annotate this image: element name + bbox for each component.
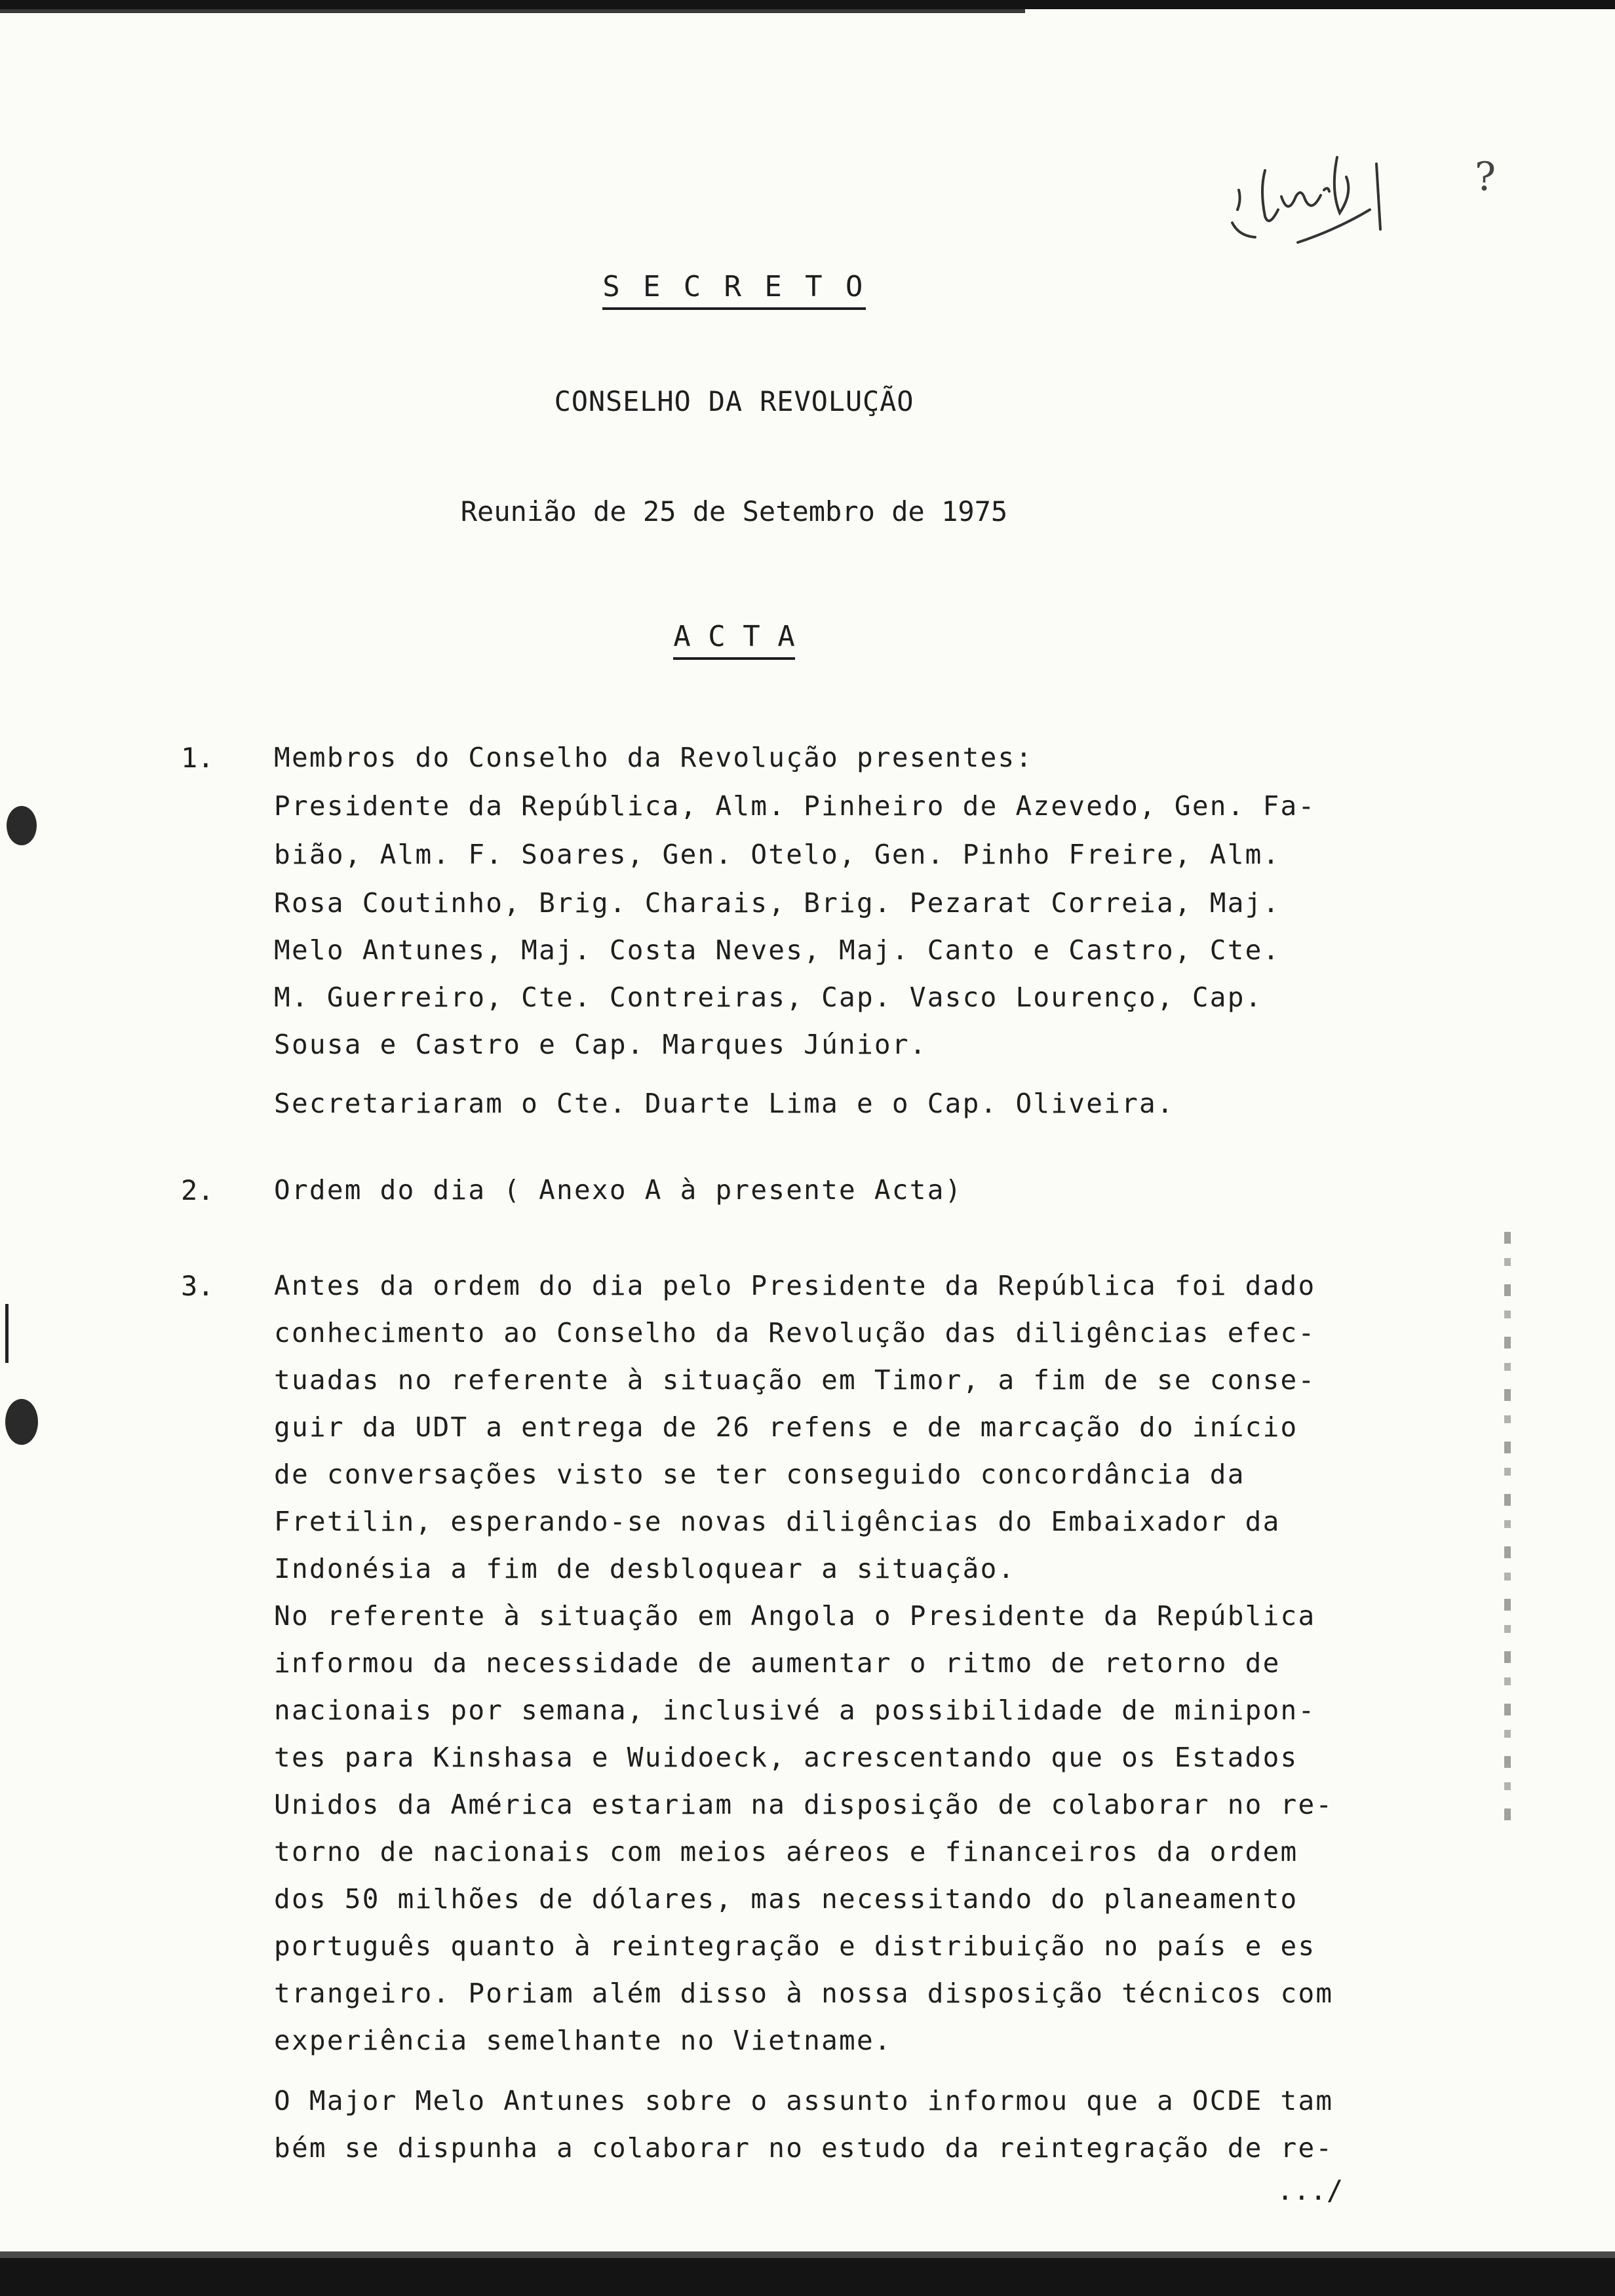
section-1-line: Rosa Coutinho, Brig. Charais, Brig. Pezarat Correia, Maj.	[274, 887, 1281, 919]
page-continuation-mark: .../	[1277, 2174, 1344, 2206]
section-3-line: Antes da ordem do dia pelo Presidente da República foi dado	[274, 1270, 1316, 1301]
meeting-date: Reunião de 25 de Setembro de 1975	[460, 495, 1008, 527]
section-3-line: conhecimento ao Conselho da Revolução das diligências efec-	[274, 1317, 1316, 1349]
section-3-line: nacionais por semana, inclusivé a possibilidade de minipon-	[274, 1694, 1316, 1726]
scan-border-bottom	[0, 2258, 1615, 2296]
scan-border-bottom-inner	[0, 2251, 1615, 2258]
margin-question-mark: ?	[1475, 154, 1496, 200]
section-3-line: dos 50 milhões de dólares, mas necessitando do planeamento	[274, 1883, 1298, 1915]
section-3-line: No referente à situação em Angola o Presidente da República	[274, 1600, 1316, 1632]
section-3-line: torno de nacionais com meios aéreos e financeiros da ordem	[274, 1836, 1298, 1867]
section-3-line: experiência semelhante no Vietname.	[274, 2025, 892, 2056]
punch-hole-mark	[5, 1399, 38, 1445]
section-3-line: tes para Kinshasa e Wuidoeck, acrescentando que os Estados	[274, 1742, 1298, 1773]
section-1-line: bião, Alm. F. Soares, Gen. Otelo, Gen. Pinho Freire, Alm.	[274, 839, 1281, 870]
document-type-heading: A C T A	[0, 620, 1468, 653]
handwritten-initials	[1219, 144, 1429, 262]
section-3-line: Unidos da América estariam na disposição de colaborar no re-	[274, 1789, 1334, 1820]
section-1-line: Membros do Conselho da Revolução presentes:	[274, 742, 1034, 773]
classification-heading: S E C R E T O	[0, 270, 1468, 303]
section-3-line: trangeiro. Poriam além disso à nossa disposição técnicos com	[274, 1978, 1334, 2009]
scan-border-top	[0, 0, 1615, 9]
section-3-line: de conversações visto se ter conseguido concordância da	[274, 1459, 1245, 1490]
section-1-line: Presidente da República, Alm. Pinheiro de Azevedo, Gen. Fa-	[274, 790, 1316, 822]
section-3-line: Fretilin, esperando-se novas diligências do Embaixador da	[274, 1506, 1281, 1537]
scan-edge-noise	[1504, 1232, 1511, 1822]
section-3-line: português quanto à reintegração e distribuição no país e es	[274, 1930, 1316, 1962]
section-number: 1.	[181, 742, 214, 774]
section-3-line: tuadas no referente à situação em Timor, a fim de se conse-	[274, 1364, 1316, 1396]
section-1-line: Sousa e Castro e Cap. Marques Júnior.	[274, 1029, 927, 1060]
section-3-line: Indonésia a fim de desbloquear a situação.	[274, 1553, 1016, 1584]
section-number: 2.	[181, 1174, 214, 1206]
margin-mark	[5, 1304, 9, 1363]
section-3-line: informou da necessidade de aumentar o ritmo de retorno de	[274, 1647, 1281, 1679]
punch-hole-mark	[7, 806, 37, 845]
section-1-line: Melo Antunes, Maj. Costa Neves, Maj. Canto e Castro, Cte.	[274, 934, 1281, 966]
organization-heading: CONSELHO DA REVOLUÇÃO	[554, 385, 914, 417]
section-3-paragraph-line: bém se dispunha a colaborar no estudo da reintegração de re-	[274, 2132, 1334, 2164]
section-3-paragraph-line: O Major Melo Antunes sobre o assunto informou que a OCDE tam	[274, 2085, 1334, 2116]
section-number: 3.	[181, 1270, 214, 1302]
section-3-line: guir da UDT a entrega de 26 refens e de marcação do início	[274, 1411, 1298, 1443]
agenda-line: Ordem do dia ( Anexo A à presente Acta)	[274, 1174, 963, 1206]
secretaries-line: Secretariaram o Cte. Duarte Lima e o Cap. Oliveira.	[274, 1088, 1175, 1119]
scan-border-top-inner	[0, 9, 1025, 13]
section-1-line: M. Guerreiro, Cte. Contreiras, Cap. Vasco Lourenço, Cap.	[274, 982, 1263, 1013]
